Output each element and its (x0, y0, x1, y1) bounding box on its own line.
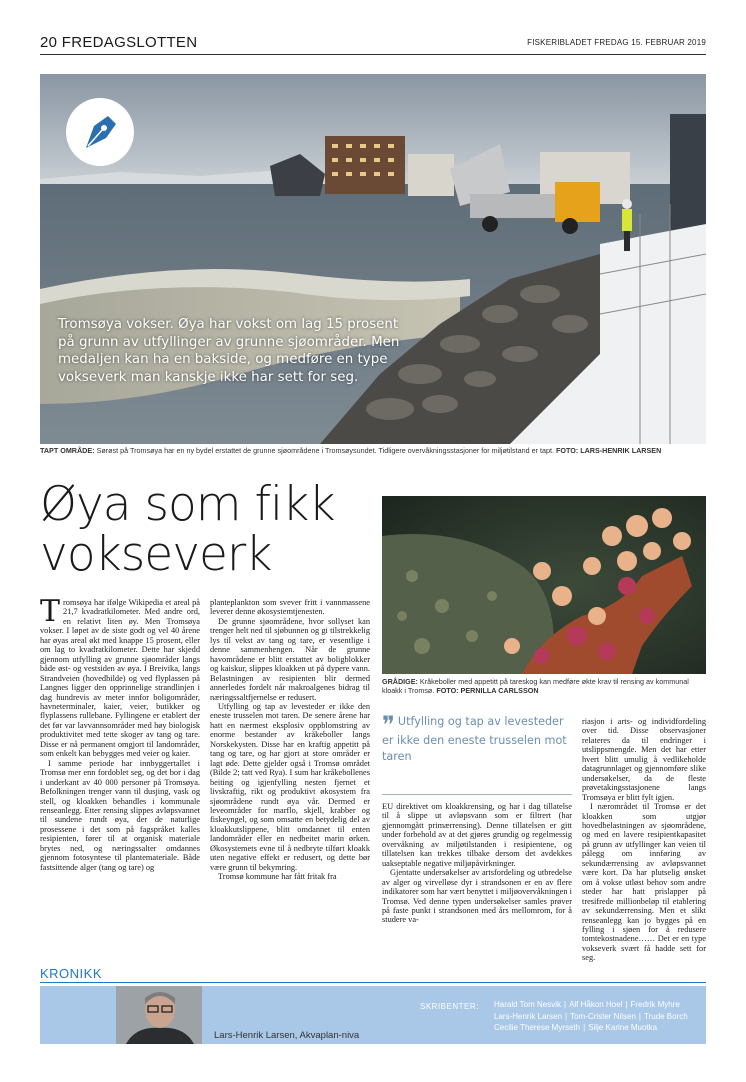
writer-name: Cecilie Therese Myrseth (494, 1023, 581, 1032)
article-paragraph: Tromsø kommune har fått fritak fra (218, 872, 337, 882)
writers-list: Harald Tom Nesvik | Alf Håkon Hoel | Fredrik Myhre Lars-Henrik Larsen | Tom-Crister Nilsen | Trude Borch Cecilie Therese Myrseth | Silje Karine Muotka (494, 1000, 688, 1032)
column-logo (66, 98, 134, 166)
pull-quote-text: Utfylling og tap av levesteder er ikke den eneste trusselen mot taren (382, 715, 567, 763)
section-name: FREDAGSLOTTEN (61, 34, 198, 51)
footer-section-label: KRONIKK (40, 966, 103, 981)
photo2-caption-text: Kråkeboller med appetitt på tareskog kan medføre økte krav til rensing av kommunal kloakk i Tromsø. (382, 677, 689, 695)
photo2-caption-credit: FOTO: PERNILLA CARLSSON (436, 686, 539, 695)
author-name: Lars-Henrik Larsen, Akvaplan-niva (214, 1030, 360, 1041)
writer-name: Trude Borch (643, 1011, 688, 1021)
hero-caption (40, 446, 706, 455)
quote-mark-icon: ❞ (382, 711, 395, 739)
hero-caption-label: TAPT OMRÅDE: (40, 446, 95, 455)
writer-name: Fredrik Myhre (630, 1000, 680, 1009)
sea-urchin-photo (382, 496, 706, 674)
drop-cap: T (40, 598, 61, 629)
hero-photo (40, 74, 706, 444)
article-paragraph: I samme periode har innbyggertallet i Tromsø mer enn fordoblet seg, og det bor i dag i underkant av 40 000 personer på Tromsøya. Befolkningen trenger vann til dusjing, vask og stell, og kloakken behandles i kommunale renseanlegg. Etter rensing slippes avløpsvannet til sundene rundt øya, der de naturlige prosessene i det som på fagspråket kalles resipienten, fører til at organisk materiale brytes ned, og næringssalter omdannes gjennom fotosyntese til plantemateriale. Både fastsittende alger (tang og tare) og (40, 758, 200, 872)
hero-caption-credit: FOTO: LARS-HENRIK LARSEN (555, 446, 662, 455)
article-headline: Øya som fikk vokseverk (40, 477, 335, 582)
hero-overlay-text: Tromsøya vokser. Øya har vokst om lag 15 prosent på grunn av utfyllinger av grunne sjøområder. Men medaljen kan ha en bakside, og medføre en type vokseverk man kanskje ikke har sett for seg. (58, 317, 400, 385)
author-avatar (116, 986, 202, 1044)
footer-rule (40, 982, 706, 983)
pen-nib-icon (66, 98, 134, 166)
article-paragraph: Tromsøya har ifølge Wikipedia et areal på 21,7 kvadratkilometer. Med andre ord, en relativt liten øy. Men Tromsøya vokser. I løpet av de siste godt og vel 40 årene har øyas areal økt med knappe 15 prosent, eller om lag to kvadratkilometer. Dette har skjedd gjennom utfylling av grunne sjøområder langs både øst- og vestsiden av øya. I Breivika, langs Strandveien (hovedbilde) og ved flyplassen på Langnes ligger den opprinnelige strandlinjen i dag hundrevis av meter innfor boligområder, havneterminaler, kaier, veier, butikker og flyplassens rullebane. Fyllingene er etablert der det før var lavvannsområder med høy biologisk produktivitet med tette skoger av tang og tare. Disse er nå permanent omgjort til landområder, som enkelt kan bebygges med veier og kaier. (40, 598, 200, 759)
article-column-3 (382, 802, 572, 966)
article-column-2 (210, 598, 370, 966)
sea-urchin-illustration (382, 496, 706, 674)
page-header (40, 34, 706, 54)
pull-quote (382, 711, 572, 765)
article-paragraph: De grunne sjøområdene, hvor sollyset kan trenger helt ned til sjøbunnen og gi tilstrekkelig lys til vekst av tang og tare, er vesentlige i denne sammenhengen. Når de grunne havområdene er blitt erstattet av boligblokker og kaiskur, slippes kloakken ut på dypere vann. Belastningen av resipienten blir dermed annerledes fordelt når makroalgenes bidrag til næringssaltfjernelse er redusert. (210, 616, 370, 702)
publication-date: FISKERIBLADET FREDAG 15. FEBRUAR 2019 (527, 38, 706, 47)
article-paragraph: EU direktivet om kloakkrensing, og har i dag tillatelse til å slippe ut avløpsvann som er filtrert (har gjennomgått primærrensing). Denne tillatelsen er gitt under forbehold av at det gjøres grundig og regelmessig overvåkning av miljøtilstanden i resipientene, og tillatelsen kan trekkes tilbake dersom det avdekkes uakseptable negative miljøpåvirkninger. (382, 802, 572, 868)
article-paragraph: riasjon i arts- og individfordeling over tid. Disse observasjoner relateres da til endringer i utslippsmengde. Men det har etter hvert blitt umulig å vedlikeholde datagrunnlaget og gjennomføre slike undersøkelser, da de fleste prøvetakingsstasjonene langs Tromsøya er blitt fylt igjen. (582, 717, 706, 802)
writers-label: SKRIBENTER: (420, 1002, 479, 1011)
hero-caption-text: Sørøst på Tromsøya har en ny bydel erstattet de grunne sjøområdene i Tromsøysundet. Tidligere overvåkningsstasjoner for miljøtilstand er tapt. (94, 446, 556, 455)
header-rule (40, 54, 706, 55)
writer-name: Harald Tom Nesvik (494, 1000, 561, 1009)
hero-photo-illustration (40, 74, 706, 444)
article-column-4 (582, 717, 706, 966)
article-paragraph: Utfylling og tap av levesteder er ikke den eneste trusselen mot taren. De senere årene har hatt en nærmest eksplosiv oppblomstring av enorme bestander av kråkeboller langs Norskekysten. Disse har en kraftig appetitt på tang og tare, og har gjort at store områder er lagt øde. Dette gjelder også i Tromsø området (Bilde 2; tatt ved Rya). I sum har kråkebollenes beiting og igjenfylling nesten fjernet et livskraftig, rikt og produktivt økosystem fra sjøområdene rundt øya vår. Dermed er leveområder for marflo, skjell, krabber og fiskeyngel, og som omsatte en betydelig del av kloakkutslippene, blitt omdannet til enten landområder eller en nedbeitet marin ørken. Økosystemets evne til å nedbryte tilført kloakk uten negative effekt er redusert, og dette bør være grunn til bekymring. (210, 701, 370, 872)
article-paragraph: planteplankton som svever fritt i vannmassene leverer denne økosystemtjenesten. (210, 598, 370, 617)
author-bar (40, 986, 706, 1044)
article-paragraph: I nærområdet til Tromsø er det kloakken som utgjør hovedbelastningen av sjøområdene, og med en lavere resipientkapasitet på grunn av utfyllinger kan veien til pålegg om innføring av sekundærrensing av avløpsvannet være kort. Da har plutselig ønsket om å vokse utløst behov som andre steder har hatt prislapper på tresifrede millionbeløp til etablering av sekundærrensing. Men et slikt renseanlegg kan jo bygges på en fylling i sjøen for å redusere tomtekostnadene…… Det er en type vokseverk svært få hadde sett for seg. (582, 802, 706, 963)
writer-name: Lars-Henrik Larsen (494, 1011, 563, 1021)
article-column-1 (40, 598, 200, 966)
author-portrait (116, 986, 202, 1044)
writer-name: Alf Håkon Hoel (569, 1000, 623, 1009)
page-number-section (40, 34, 197, 51)
photo2-caption-label: GRÅDIGE: (382, 677, 418, 686)
article-paragraph: Gjentatte undersøkelser av artsfordeling og utbredelse av alger og virvelløse dyr i strandsonen er en av flere indikatorer som har vært benyttet i miljøovervåkningen i Tromsø. Ved denne typen undersøkelser samles prøver på faste punkt i strandsonen med års mellomrom, for å studere va- (382, 868, 572, 925)
page-number: 20 (40, 34, 58, 51)
sea-urchin-caption (382, 677, 706, 695)
writer-name: Silje Karine Muotka (588, 1023, 658, 1032)
writer-name: Tom-Crister Nilsen (570, 1011, 636, 1021)
pull-quote-rule (382, 794, 572, 795)
